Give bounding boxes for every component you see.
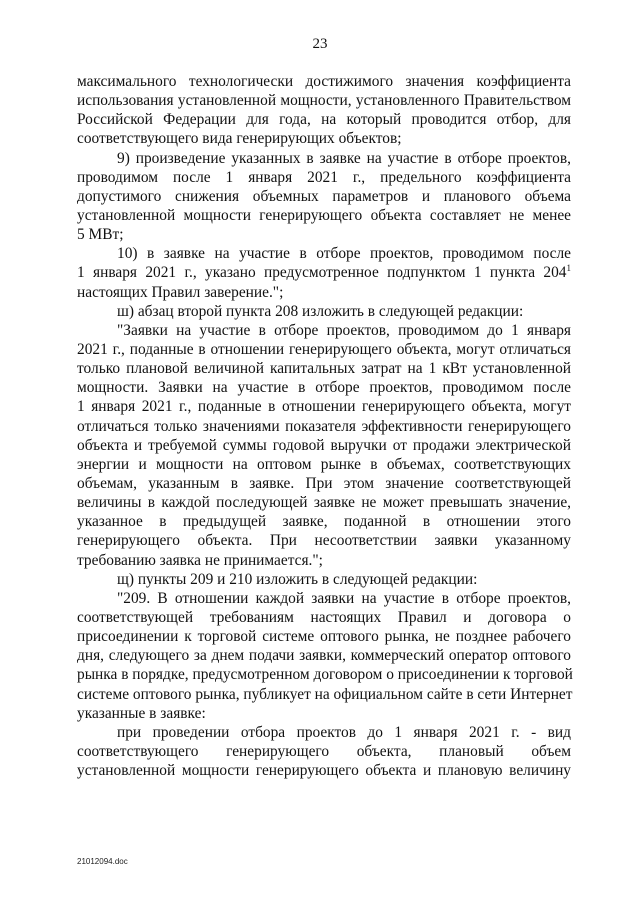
text-line: мощности. Заявки на участие в отборе проектов, проводимом после	[77, 379, 571, 397]
text-line: указанные в заявке:	[77, 704, 206, 722]
document-body	[77, 72, 571, 780]
text-line: "209. В отношении каждой заявки на участие в отборе проектов,	[117, 589, 571, 607]
text-line: 2021 г., поданные в отношении генерирующего объекта, могут отличаться	[77, 340, 571, 358]
text-line: проводимом после 1 января 2021 г., предельного коэффициента	[77, 168, 571, 186]
page-number: 23	[312, 36, 328, 52]
text-line: величины в каждой последующей заявке не может превышать значение,	[77, 494, 571, 512]
text-line: соответствующего вида генерирующих объектов;	[77, 130, 402, 148]
text-line: установленной мощности генерирующего объекта и плановую величину	[77, 762, 571, 780]
text-line: генерирующего объекта. При несоответствии заявки указанному	[77, 532, 571, 550]
text-line: 1 января 2021 г., поданные в отношении генерирующего объекта, могут	[77, 398, 571, 416]
text-line: рынка в порядке, предусмотренном договором о присоединении к торговой	[77, 666, 573, 684]
text-line: системе оптового рынка, публикует на официальном сайте в сети Интернет	[77, 685, 573, 703]
text-line: "Заявки на участие в отборе проектов, проводимом до 1 января	[117, 321, 571, 339]
text-line: дня, следующего за днем подачи заявки, коммерческий оператор оптового	[77, 647, 571, 665]
document-footer-filename: 21012094.doc	[77, 857, 128, 866]
text-line: энергии и мощности на оптовом рынке в объемах, соответствующих	[77, 455, 571, 473]
text-line: указанное в предыдущей заявке, поданной в отношении этого	[77, 513, 571, 531]
text-line: допустимого снижения объемных параметров и планового объема	[77, 187, 571, 205]
text-line: соответствующей требованиям настоящих Правил и договора о	[77, 608, 571, 626]
text-line: требованию заявка не принимается.";	[77, 551, 323, 569]
text-line-body: 1 января 2021 г., указано предусмотренное подпунктом 1 пункта 204	[77, 264, 567, 282]
text-line: объекта и требуемой суммы годовой выручки от продажи электрической	[77, 436, 571, 454]
text-line: настоящих Правил заверение.";	[77, 283, 284, 301]
text-line: при проведении отбора проектов до 1 января 2021 г. - вид	[117, 723, 571, 741]
text-line: 5 МВт;	[77, 226, 124, 244]
text-line: максимального технологически достижимого значения коэффициента	[77, 73, 571, 90]
text-line: только плановой величиной капитальных затрат на 1 кВт установленной	[77, 360, 571, 378]
text-line: 10) в заявке на участие в отборе проектов, проводимом после	[117, 245, 571, 263]
text-line: ш) абзац второй пункта 208 изложить в следующей редакции:	[117, 302, 524, 320]
text-line: объемам, указанным в заявке. При этом значение соответствующей	[77, 474, 571, 492]
text-line: Российской Федерации для года, на который проводится отбор, для	[77, 111, 571, 129]
text-line: использования установленной мощности, установленного Правительством	[77, 92, 571, 110]
text-line: щ) пункты 209 и 210 изложить в следующей редакции:	[117, 570, 478, 588]
footnote-superscript: 1	[566, 263, 571, 274]
text-line: присоединении к торговой системе оптового рынка, не позднее рабочего	[77, 628, 571, 646]
text-line: 9) произведение указанных в заявке на участие в отборе проектов,	[117, 149, 571, 167]
text-line-with-superscript	[77, 263, 571, 282]
text-line: соответствующего генерирующего объекта, плановый объем	[77, 742, 571, 760]
text-line: отличаться только значениями показателя эффективности генерирующего	[77, 417, 571, 435]
text-line: установленной мощности генерирующего объекта составляет не менее	[77, 206, 571, 224]
